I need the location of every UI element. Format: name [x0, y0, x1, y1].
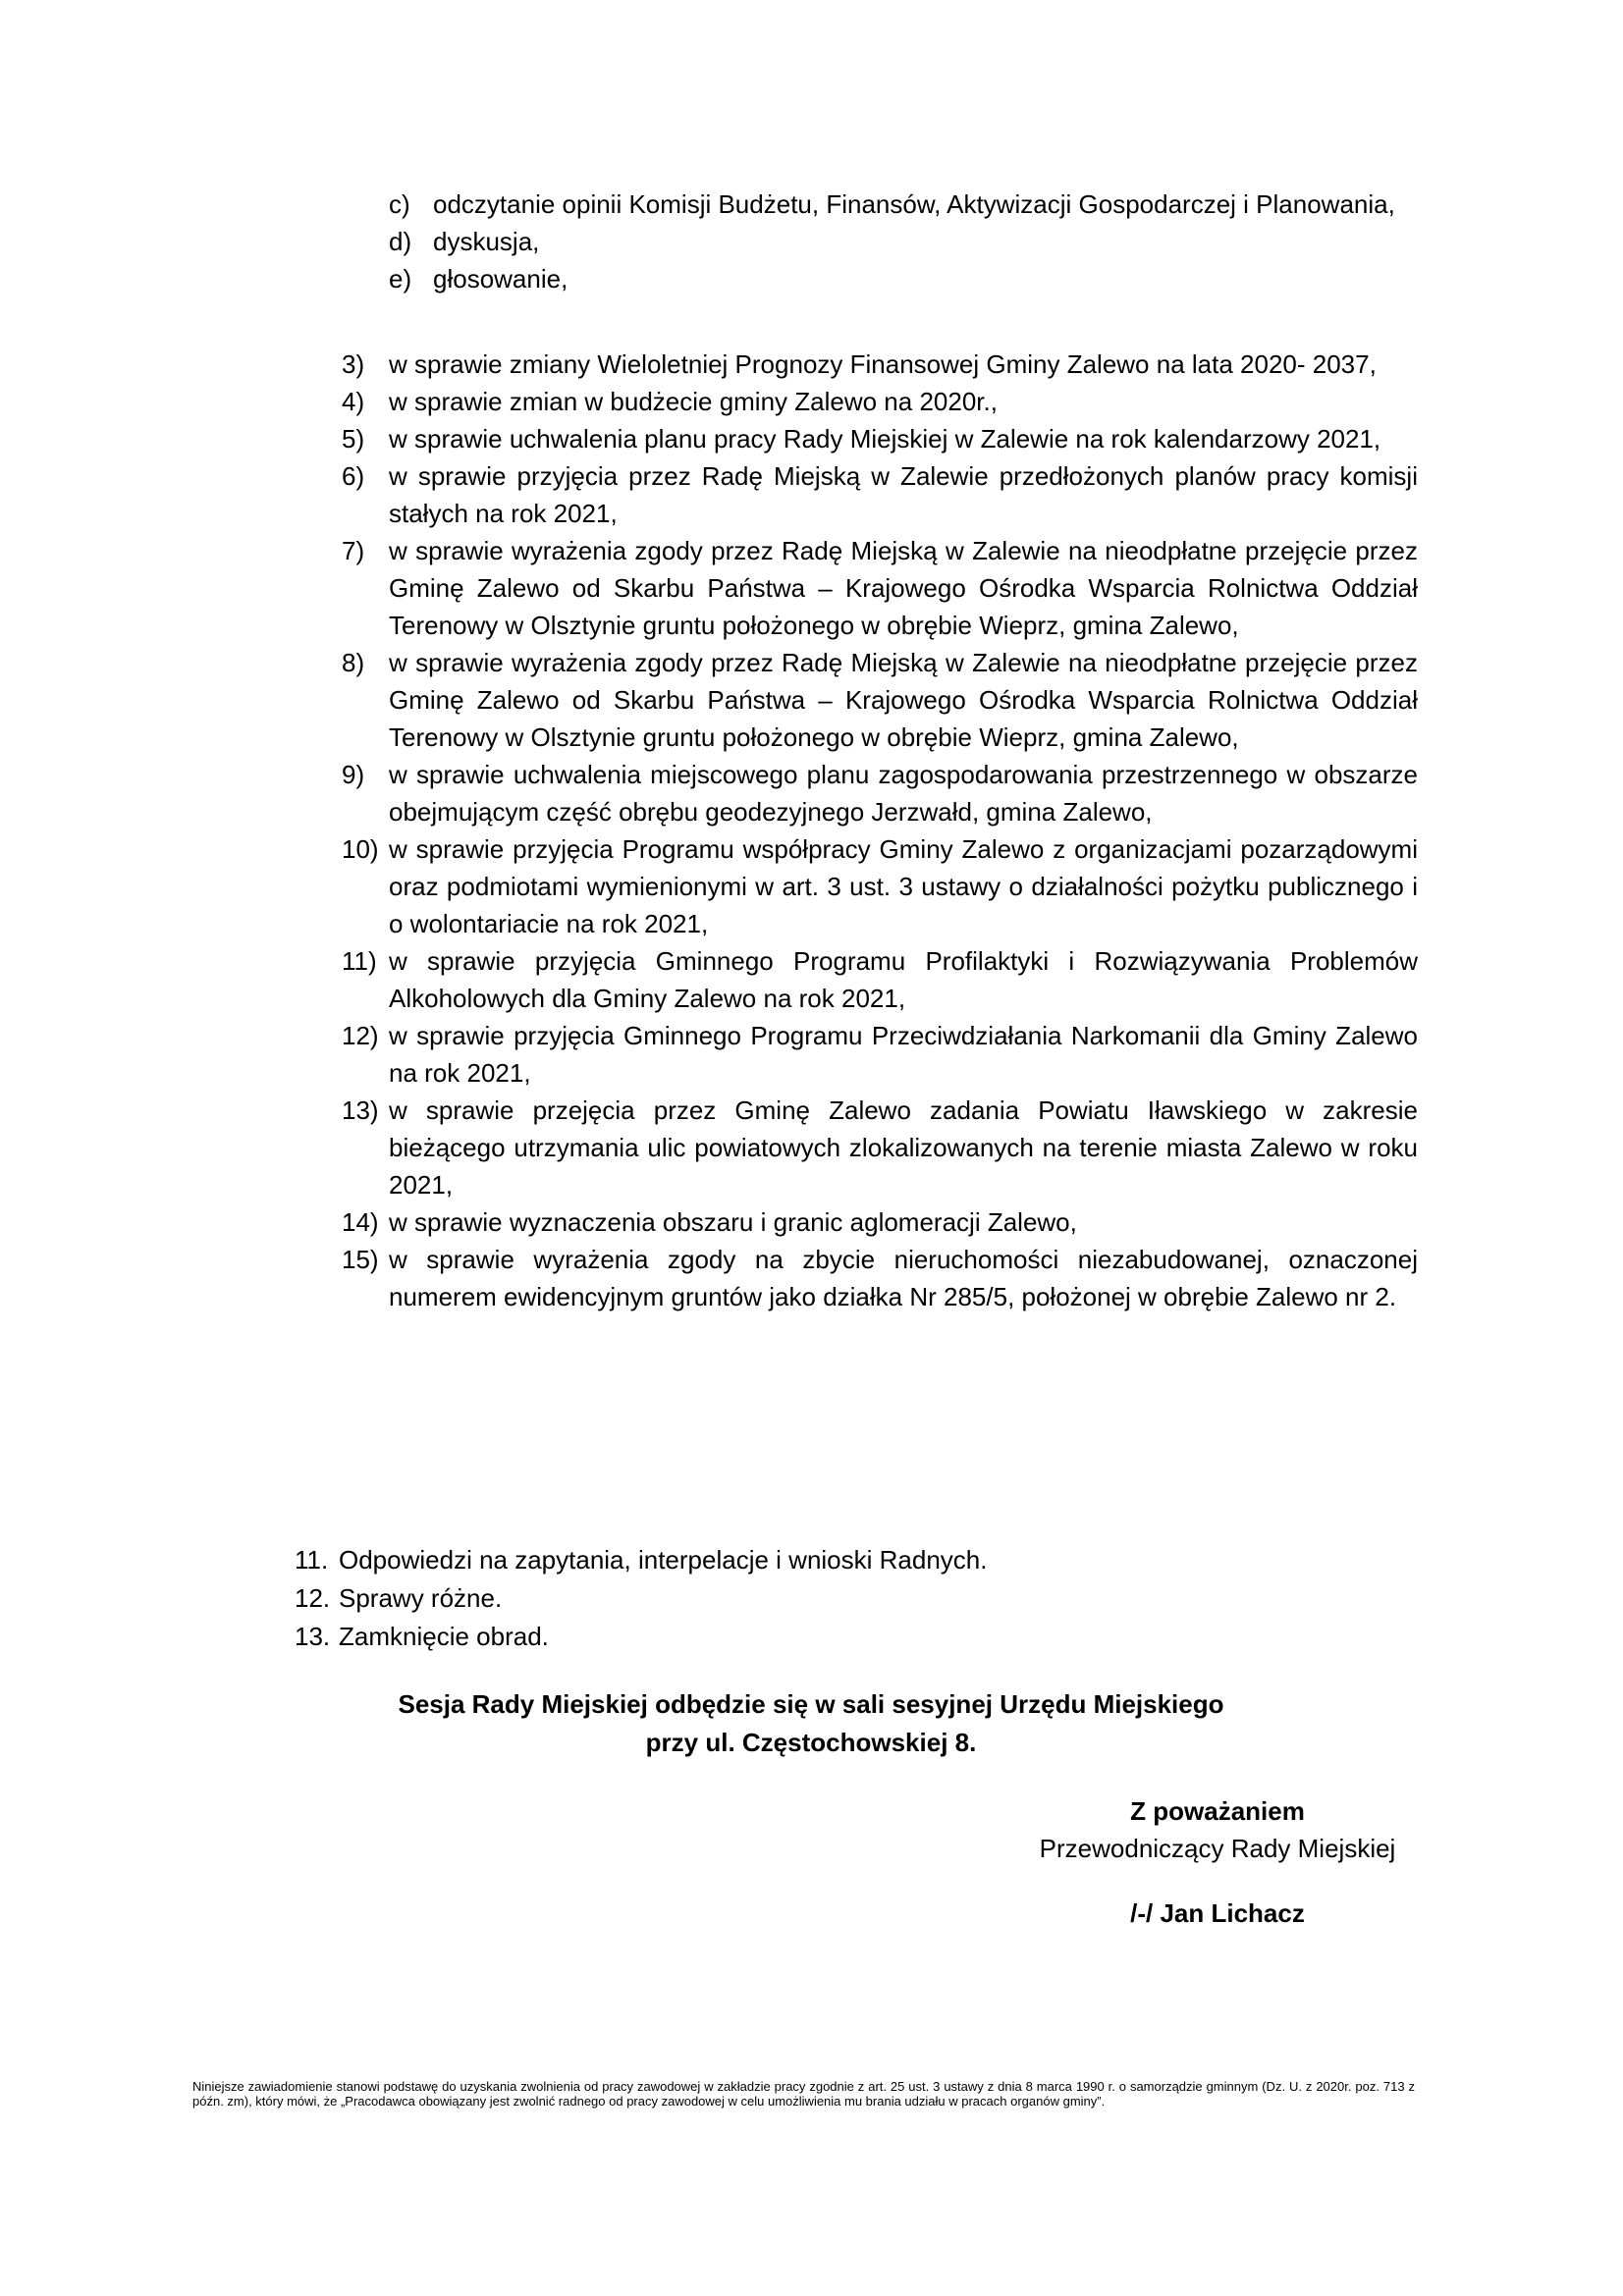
- list-marker: d): [389, 227, 412, 256]
- list-item: [389, 223, 1464, 260]
- list-item: [295, 1618, 987, 1656]
- list-item: [342, 644, 1418, 756]
- list-item-text: w sprawie przyjęcia przez Radę Miejską w Zalewie przedłożonych planów pracy komisji stałych na rok 2021,: [389, 461, 1418, 528]
- list-item: [342, 420, 1418, 457]
- list-item: [342, 942, 1418, 1017]
- list-marker: 4): [342, 387, 365, 416]
- list-item: [342, 532, 1418, 644]
- list-item-text: w sprawie uchwalenia planu pracy Rady Miejskiej w Zalewie na rok kalendarzowy 2021,: [389, 424, 1381, 454]
- list-item: [342, 756, 1418, 830]
- list-item: [342, 1017, 1418, 1092]
- list-marker: 11): [342, 946, 377, 976]
- venue-address-line: przy ul. Częstochowskiej 8.: [645, 1728, 977, 1757]
- list-item-text: Zamknięcie obrad.: [339, 1622, 549, 1651]
- list-marker: 10): [342, 834, 379, 864]
- list-marker: 13): [342, 1095, 379, 1125]
- list-marker: 7): [342, 536, 365, 565]
- agenda-list: [0, 1541, 987, 1656]
- signature-role: Przewodniczący Rady Miejskiej: [1039, 1834, 1396, 1863]
- signature-name: /-/ Jan Lichacz: [1130, 1898, 1305, 1928]
- list-marker: 14): [342, 1207, 379, 1237]
- list-item: [295, 1541, 987, 1579]
- list-item-text: w sprawie wyrażenia zgody przez Radę Miejską w Zalewie na nieodpłatne przejęcie przez Gminę Zalewo od Skarbu Państwa – Krajowego Ośrodka Wsparcia Rolnictwa Oddział Terenowy w Olsztynie gruntu położonego w obrębie Wieprz, gmina Zalewo,: [389, 536, 1418, 640]
- list-item-text: w sprawie zmiany Wieloletniej Prognozy Finansowej Gminy Zalewo na lata 2020- 2037,: [389, 349, 1377, 379]
- voting-procedure-sublist: [0, 186, 1464, 297]
- list-item: [342, 1241, 1418, 1315]
- list-item-text: w sprawie wyrażenia zgody na zbycie nieruchomości niezabudowanej, oznaczonej numerem ewidencyjnym gruntów jako działka Nr 285/5, położonej w obrębie Zalewo nr 2.: [389, 1245, 1418, 1311]
- session-venue-notice: [320, 1685, 1302, 1762]
- list-item-text: Odpowiedzi na zapytania, interpelacje i wnioski Radnych.: [339, 1545, 988, 1575]
- list-item: [342, 457, 1418, 532]
- list-item: [389, 186, 1464, 223]
- signature-salutation: Z poważaniem: [1130, 1796, 1305, 1826]
- footnote: Niniejsze zawiadomienie stanowi podstawę do uzyskania zwolnienia od pracy zawodowej w zakładzie pracy zgodnie z art. 25 ust. 3 ustawy z dnia 8 marca 1990 r. o samorządzie gminnym (Dz. U. z 2020r. poz. 713 z późn. zm), który mówi, że „Pracodawca obowiązany jest zwolnić radnego od pracy zawodowej w celu umożliwienia mu brania udziału w pracach organów gminy”.: [192, 2079, 1415, 2109]
- list-marker: 5): [342, 424, 365, 454]
- list-marker: 13.: [295, 1622, 331, 1651]
- list-marker: 3): [342, 349, 365, 379]
- list-item: [295, 1579, 987, 1618]
- list-item-text: głosowanie,: [433, 264, 568, 294]
- list-marker: c): [389, 189, 410, 219]
- list-item-text: w sprawie przyjęcia Programu współpracy Gminy Zalewo z organizacjami pozarządowymi oraz podmiotami wymienionymi w art. 3 ust. 3 ustawy o działalności pożytku publicznego i o wolontariacie na rok 2021,: [389, 834, 1418, 938]
- list-item-text: odczytanie opinii Komisji Budżetu, Finansów, Aktywizacji Gospodarczej i Planowania,: [433, 189, 1395, 219]
- list-item-text: w sprawie wyrażenia zgody przez Radę Miejską w Zalewie na nieodpłatne przejęcie przez Gminę Zalewo od Skarbu Państwa – Krajowego Ośrodka Wsparcia Rolnictwa Oddział Terenowy w Olsztynie gruntu położonego w obrębie Wieprz, gmina Zalewo,: [389, 648, 1418, 752]
- list-marker: 8): [342, 648, 365, 677]
- list-marker: 11.: [295, 1545, 329, 1575]
- list-item-text: dyskusja,: [433, 227, 540, 256]
- list-item-text: w sprawie wyznaczenia obszaru i granic aglomeracji Zalewo,: [389, 1207, 1077, 1237]
- list-marker: 12.: [295, 1583, 331, 1613]
- list-item: [342, 383, 1418, 420]
- list-item: [342, 346, 1418, 383]
- list-marker: 6): [342, 461, 365, 491]
- list-marker: 15): [342, 1245, 379, 1274]
- list-item: [342, 830, 1418, 942]
- list-item-text: w sprawie przyjęcia Gminnego Programu Profilaktyki i Rozwiązywania Problemów Alkoholowych dla Gminy Zalewo na rok 2021,: [389, 946, 1418, 1013]
- list-item-text: w sprawie zmian w budżecie gminy Zalewo na 2020r.,: [389, 387, 998, 416]
- list-item-text: Sprawy różne.: [339, 1583, 503, 1613]
- list-marker: e): [389, 264, 412, 294]
- list-marker: 12): [342, 1021, 379, 1050]
- resolutions-list: [0, 346, 1418, 1315]
- list-item-text: w sprawie przyjęcia Gminnego Programu Przeciwdziałania Narkomanii dla Gminy Zalewo na rok 2021,: [389, 1021, 1418, 1088]
- list-marker: 9): [342, 760, 365, 789]
- list-item: [389, 260, 1464, 297]
- venue-line: Sesja Rady Miejskiej odbędzie się w sali sesyjnej Urzędu Miejskiego: [398, 1689, 1224, 1719]
- list-item: [342, 1203, 1418, 1241]
- list-item-text: w sprawie przejęcia przez Gminę Zalewo zadania Powiatu Iławskiego w zakresie bieżącego utrzymania ulic powiatowych zlokalizowanych na terenie miasta Zalewo w roku 2021,: [389, 1095, 1418, 1200]
- list-item-text: w sprawie uchwalenia miejscowego planu zagospodarowania przestrzennego w obszarze obejmującym część obrębu geodezyjnego Jerzwałd, gmina Zalewo,: [389, 760, 1418, 827]
- list-item: [342, 1092, 1418, 1203]
